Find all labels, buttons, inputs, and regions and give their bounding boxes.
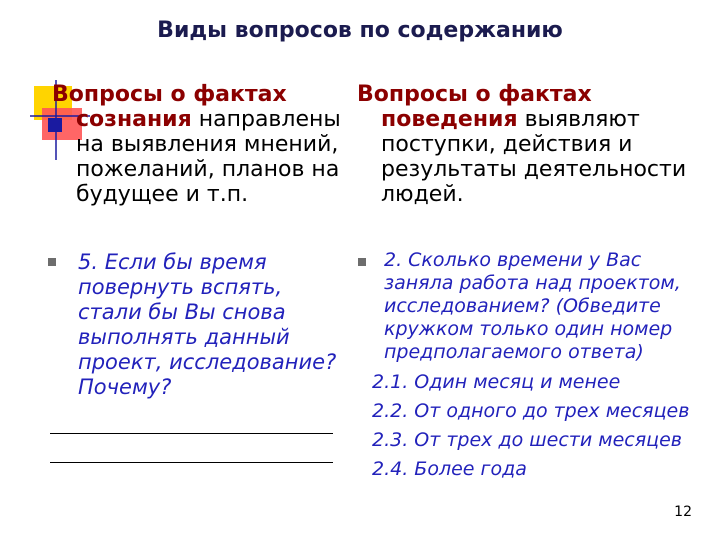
right-question-line: кружком только один номер: [384, 318, 673, 340]
answer-line-2[interactable]: [50, 462, 333, 463]
left-heading-rest-2: направлены: [191, 107, 341, 132]
answer-option[interactable]: 2.2. От одного до трех месяцев: [372, 400, 690, 422]
slide-title: Виды вопросов по содержанию: [157, 18, 563, 43]
left-heading-line-5: будущее и т.п.: [76, 182, 249, 207]
right-question: [384, 249, 681, 364]
answer-option[interactable]: 2.4. Более года: [372, 458, 527, 480]
right-heading-line-3: поступки, действия и: [381, 132, 633, 157]
left-question-line: стали бы Вы снова: [78, 300, 286, 324]
left-question-line: проект, исследование?: [78, 350, 337, 374]
right-heading-rest-2: выявляют: [517, 107, 640, 132]
left-question-line: выполнять данный: [78, 325, 290, 349]
right-bullet: [358, 258, 366, 266]
left-question-line: повернуть вспять,: [78, 275, 283, 299]
right-heading-line-5: людей.: [381, 182, 464, 207]
left-heading-line-3: на выявления мнений,: [76, 132, 339, 157]
right-heading: [357, 82, 686, 207]
answer-line-1[interactable]: [50, 433, 333, 434]
left-question-line: Почему?: [78, 375, 172, 399]
answer-option[interactable]: 2.3. От трех до шести месяцев: [372, 429, 682, 451]
left-heading-line-4: пожеланий, планов на: [76, 157, 340, 182]
right-heading-line-1: Вопросы о фактах: [357, 82, 592, 107]
left-heading: [52, 82, 341, 207]
left-heading-bold-2: сознания: [76, 107, 192, 132]
left-question: [78, 250, 336, 400]
left-question-line: 5. Если бы время: [78, 250, 267, 274]
right-heading-bold-2: поведения: [381, 107, 518, 132]
left-bullet: [48, 258, 56, 266]
right-question-line: предполагаемого ответа): [384, 341, 644, 363]
answer-option[interactable]: 2.1. Один месяц и менее: [372, 371, 621, 393]
right-heading-line-4: результаты деятельности: [381, 157, 687, 182]
page-number: 12: [674, 504, 692, 520]
right-question-line: 2. Сколько времени у Вас: [384, 249, 642, 271]
right-question-line: заняла работа над проектом,: [384, 272, 681, 294]
left-heading-line-1: Вопросы о фактах: [52, 82, 287, 107]
right-question-line: исследованием? (Обведите: [384, 295, 661, 317]
